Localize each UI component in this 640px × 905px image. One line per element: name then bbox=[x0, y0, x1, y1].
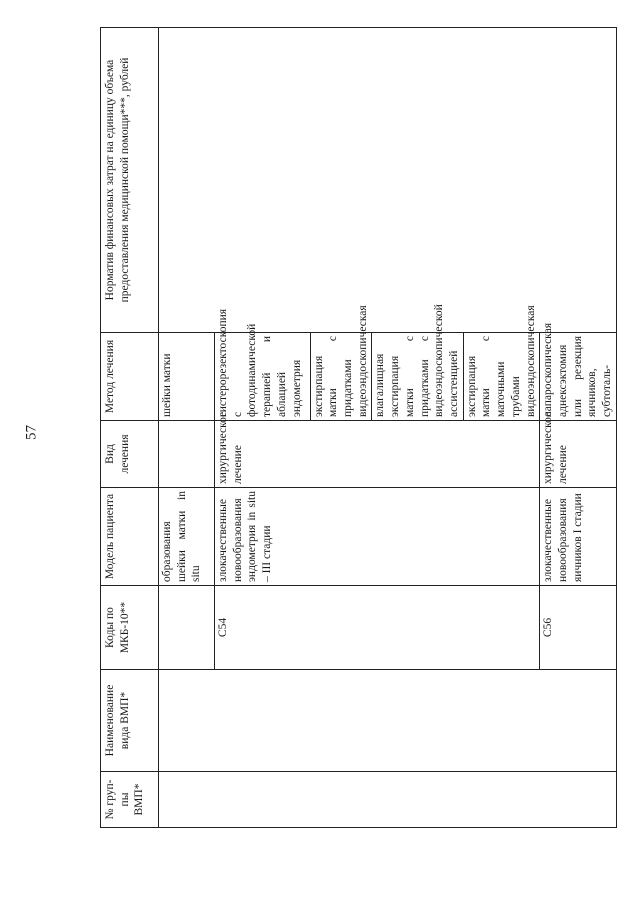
header-treatment: Вид лечения bbox=[101, 421, 159, 488]
method-item: гистерорезектоскопия с фотодинамической терапией и аблацией эндометрия bbox=[217, 308, 303, 417]
cell-norm bbox=[159, 28, 617, 333]
cell-treatment: хирургическое лечение bbox=[215, 421, 540, 488]
cell-treatment bbox=[159, 421, 215, 488]
cell-method: лапароскопическая аднексэктомия или резекция яичников, субтоталь- bbox=[540, 333, 617, 421]
table-row bbox=[159, 28, 215, 828]
cell-group bbox=[159, 772, 617, 828]
method-item: экстирпация матки с маточными трубами видеоэндоскопическая bbox=[463, 333, 539, 420]
header-group: № груп- пы ВМП* bbox=[101, 772, 159, 828]
cell-code bbox=[159, 586, 215, 670]
cell-model: образования шейки матки in situ bbox=[159, 488, 215, 586]
cell-method: шейки матки bbox=[159, 333, 215, 421]
cell-model: злокачественные новообразования яичников I стадии bbox=[540, 488, 617, 586]
cell-model: злокачественные новообразования эндометрия in situ – III стадии bbox=[215, 488, 540, 586]
vmp-table bbox=[100, 27, 617, 828]
cell-method-group bbox=[215, 304, 540, 421]
cell-treatment: хирургическое лечение bbox=[540, 421, 617, 488]
header-name: Наименование вида ВМП* bbox=[101, 670, 159, 772]
cell-code: C54 bbox=[215, 586, 540, 670]
rotated-table-page bbox=[100, 28, 614, 828]
header-norm: Норматив финансовых затрат на единицу объема предоставления медицинской помощи***, рублей bbox=[101, 28, 159, 333]
header-codes: Коды по МКБ-10** bbox=[101, 586, 159, 670]
method-item: экстирпация матки с придатками видеоэндоскопическая bbox=[310, 333, 372, 420]
header-model: Модель пациента bbox=[101, 488, 159, 586]
cell-name bbox=[159, 670, 617, 772]
header-method: Метод лечения bbox=[101, 333, 159, 421]
method-list bbox=[215, 304, 539, 420]
cell-code: C56 bbox=[540, 586, 617, 670]
page-number: 57 bbox=[23, 425, 40, 440]
table-header-row bbox=[101, 28, 159, 828]
method-item: влагалищная экстирпация матки с придатками с видеоэндоскопической ассистенцией bbox=[372, 333, 463, 420]
